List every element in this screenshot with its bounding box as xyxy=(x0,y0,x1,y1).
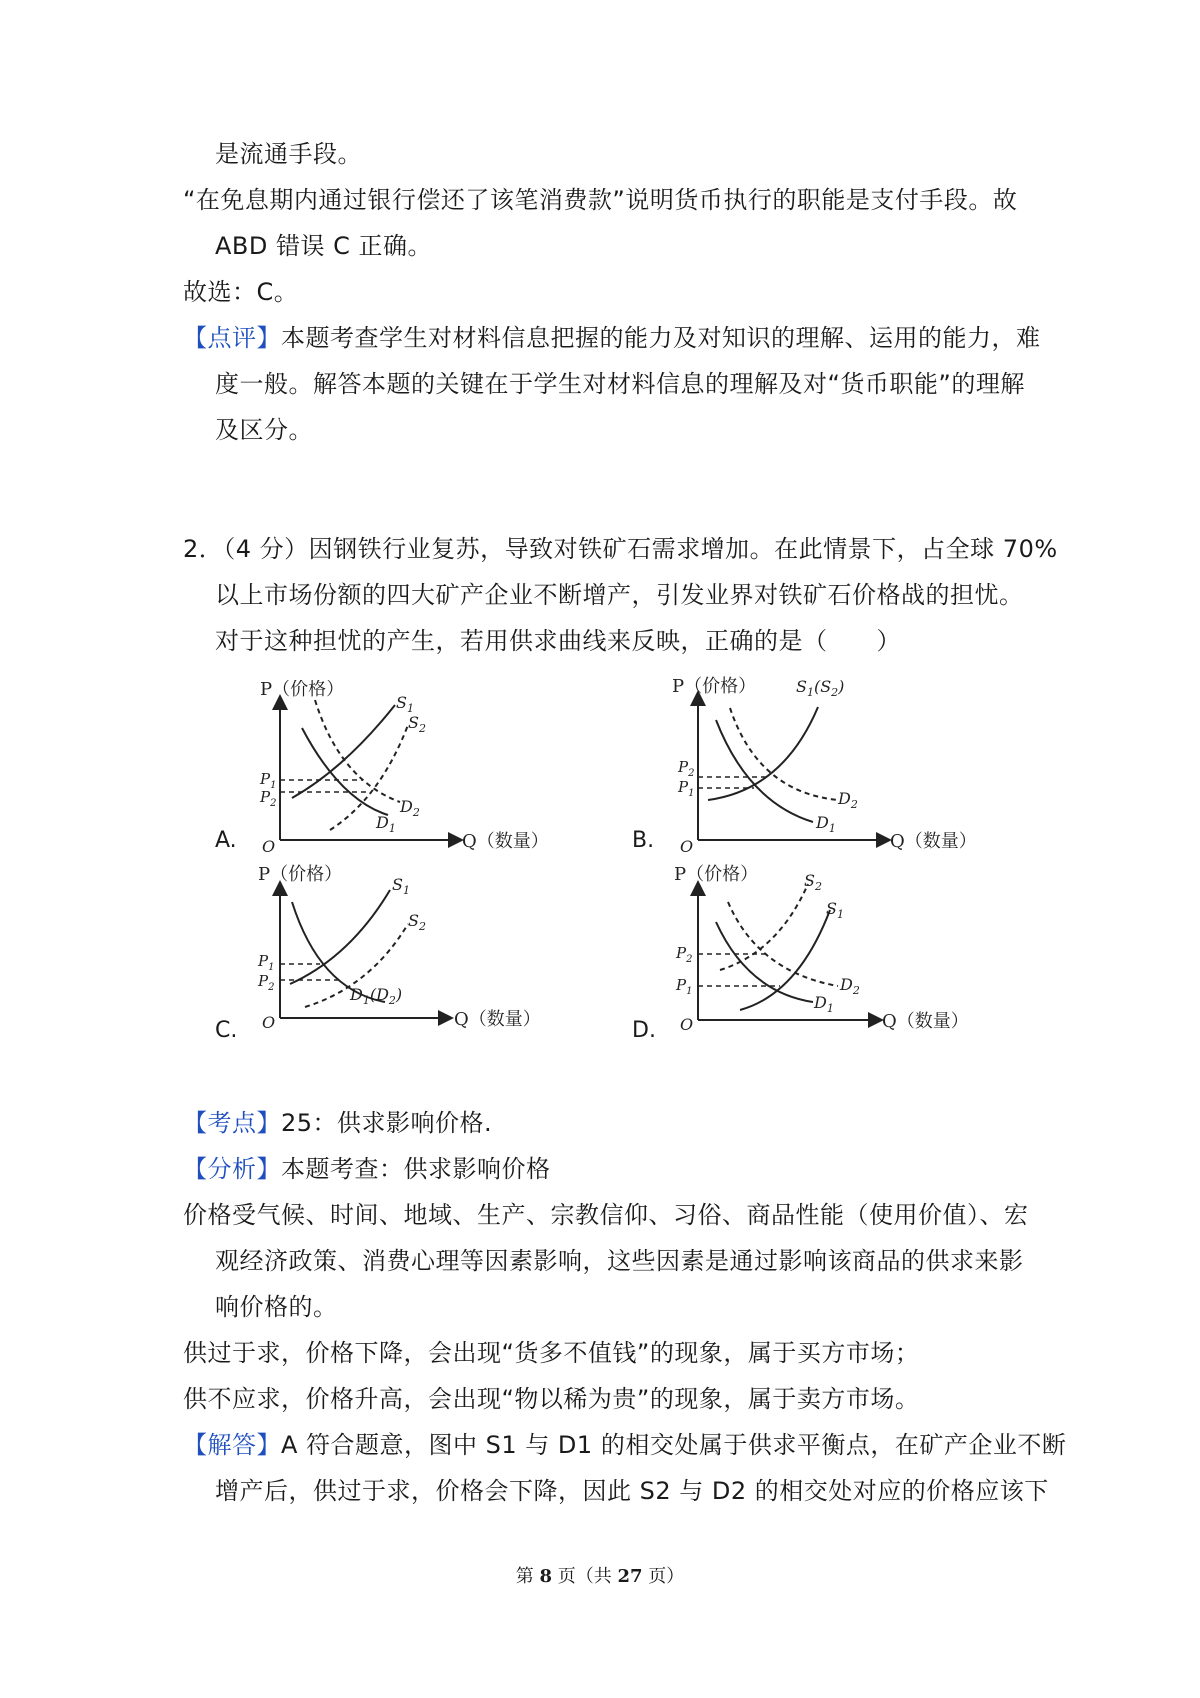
label-d1d2: $D_1(D_2)$ xyxy=(350,985,403,1007)
origin-label: O xyxy=(262,1013,276,1032)
label-s1s2: $S_1(S_2)$ xyxy=(796,677,845,699)
question-line: 2．（4 分）因钢铁行业复苏，导致对铁矿石需求增加。在此情景下，占全球 70% xyxy=(183,535,1058,563)
supply-curve-s1 xyxy=(292,705,395,798)
analysis-tag: 【分析】 xyxy=(183,1155,281,1183)
x-axis-label: Q（数量） xyxy=(890,831,977,852)
text-line: 供过于求，价格下降，会出现“货多不值钱”的现象，属于买方市场； xyxy=(183,1339,920,1367)
label-d2: $D_2$ xyxy=(400,797,420,819)
demand-curve-d1 xyxy=(716,922,813,1002)
text-line: 供不应求，价格升高，会出现“物以稀为贵”的现象，属于卖方市场。 xyxy=(183,1385,920,1413)
origin-label: O xyxy=(262,837,276,856)
demand-curve-d1 xyxy=(302,728,388,815)
point-line xyxy=(183,1107,492,1139)
comment-line xyxy=(183,322,1041,354)
question-line: 以上市场份额的四大矿产企业不断增产，引发业界对铁矿石价格战的担忧。 xyxy=(215,581,1024,609)
label-p1: $P_1$ xyxy=(258,952,275,973)
analysis-text: 本题考查：供求影响价格 xyxy=(281,1155,551,1183)
demand-curve-d2 xyxy=(730,708,838,800)
page-total: 27 xyxy=(617,1566,643,1587)
graph-a xyxy=(250,680,560,860)
text-line: “在免息期内通过银行偿还了该笔消费款”说明货币执行的职能是支付手段。故 xyxy=(183,186,1018,214)
label-d1: $D_1$ xyxy=(376,813,396,835)
y-axis-label: P（价格） xyxy=(674,864,759,885)
analysis-line xyxy=(183,1153,551,1185)
supply-curve-s1s2 xyxy=(708,707,818,800)
label-d1: $D_1$ xyxy=(814,993,834,1015)
text-line: 故选：C。 xyxy=(183,278,299,306)
option-label-d[interactable]: D. xyxy=(632,1018,656,1043)
label-p2: $P_2$ xyxy=(260,788,277,809)
text-line: 是流通手段。 xyxy=(215,140,362,168)
label-p1: $P_1$ xyxy=(678,778,695,799)
text-line: 观经济政策、消费心理等因素影响，这些因素是通过影响该商品的供求来影 xyxy=(215,1247,1024,1275)
x-axis-label: Q（数量） xyxy=(454,1009,541,1030)
text-line: 响价格的。 xyxy=(215,1293,338,1321)
supply-curve-s2 xyxy=(720,884,808,970)
question-line: 对于这种担忧的产生，若用供求曲线来反映，正确的是（ ） xyxy=(215,627,901,655)
x-axis-label: Q（数量） xyxy=(882,1011,969,1032)
label-d2: $D_2$ xyxy=(840,975,860,997)
label-s1: $S_1$ xyxy=(392,875,410,897)
y-axis-label: P（价格） xyxy=(260,680,345,700)
label-d2: $D_2$ xyxy=(838,789,858,811)
point-text: 25：供求影响价格. xyxy=(281,1109,493,1137)
page-number: 8 xyxy=(539,1566,552,1587)
label-s2: $S_2$ xyxy=(804,871,822,893)
label-p1: $P_1$ xyxy=(260,770,277,791)
comment-tag: 【点评】 xyxy=(183,324,281,352)
demand-curve-d2 xyxy=(728,902,838,986)
graph-c xyxy=(250,862,560,1040)
graph-d xyxy=(668,862,988,1040)
page-footer: 第 8 页（共 27 页） xyxy=(515,1566,685,1587)
label-p2: $P_2$ xyxy=(678,758,695,779)
label-s2: $S_2$ xyxy=(408,911,426,933)
answer-tag: 【解答】 xyxy=(183,1431,281,1459)
label-s1: $S_1$ xyxy=(396,693,414,715)
text-line: 及区分。 xyxy=(215,416,313,444)
text-line: 度一般。解答本题的关键在于学生对材料信息的理解及对“货币职能”的理解 xyxy=(215,370,1025,398)
origin-label: O xyxy=(680,1015,694,1034)
text-line: ABD 错误 C 正确。 xyxy=(215,232,433,260)
comment-text: 本题考查学生对材料信息把握的能力及对知识的理解、运用的能力，难 xyxy=(281,324,1041,352)
origin-label: O xyxy=(680,837,694,856)
label-d1: $D_1$ xyxy=(816,813,836,835)
y-axis-label: P（价格） xyxy=(258,864,343,885)
x-axis-label: Q（数量） xyxy=(462,831,549,852)
demand-curve-d1 xyxy=(716,720,813,822)
label-p2: $P_2$ xyxy=(258,972,275,993)
y-axis-label: P（价格） xyxy=(672,676,757,697)
text-line: 增产后，供过于求，价格会下降，因此 S2 与 D2 的相交处对应的价格应该下 xyxy=(215,1477,1049,1505)
graph-b xyxy=(668,672,988,860)
option-label-a[interactable]: A. xyxy=(215,828,237,853)
label-p2: $P_2$ xyxy=(676,944,693,965)
supply-curve-s2 xyxy=(330,725,408,830)
point-tag: 【考点】 xyxy=(183,1109,281,1137)
answer-text: A 符合题意，图中 S1 与 D1 的相交处属于供求平衡点，在矿产企业不断 xyxy=(281,1431,1067,1459)
option-label-c[interactable]: C. xyxy=(215,1018,238,1043)
text-line: 价格受气候、时间、地域、生产、宗教信仰、习俗、商品性能（使用价值）、宏 xyxy=(183,1201,1029,1229)
option-label-b[interactable]: B. xyxy=(632,828,655,853)
label-p1: $P_1$ xyxy=(676,976,693,997)
answer-line xyxy=(183,1429,1066,1461)
label-s1: $S_1$ xyxy=(826,899,844,921)
label-s2: $S_2$ xyxy=(408,713,426,735)
